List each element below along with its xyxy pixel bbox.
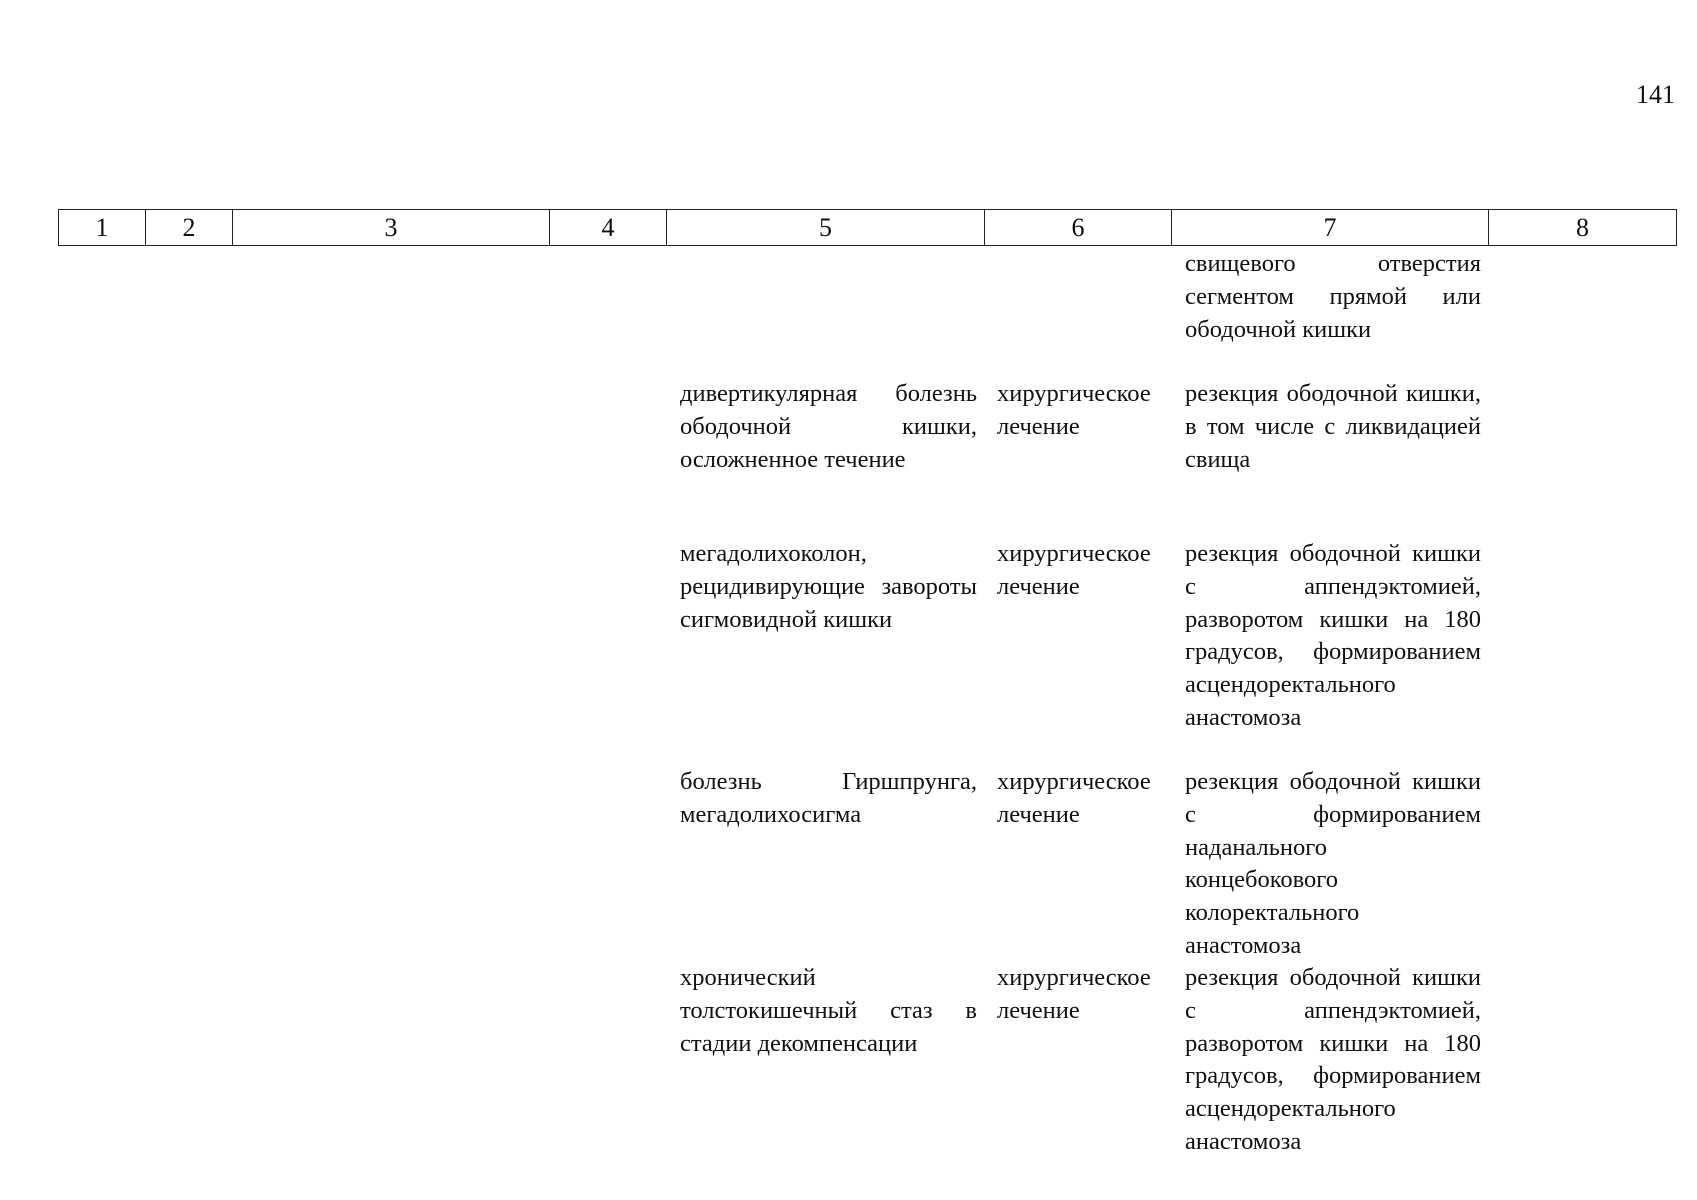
table-row-3-diagnosis: болезнь Гиршпрунга, мегадолихосигма [680,768,977,828]
table-row-3-method: резекция ободочной кишки с формированием наданального концебокового колоректального анастомоза [1185,768,1481,959]
page-number: 141 [1636,80,1675,109]
table-row-2-method: резекция ободочной кишки с аппендэктомией, разворотом кишки на 180 градусов, формированием асцендоректального анастомоза [1185,540,1481,731]
table-row-4-treatment: хирургическое лечение [997,964,1151,1024]
table-row-1-treatment: хирургическое лечение [997,380,1151,440]
table-row-3-treatment: хирургическое лечение [997,768,1151,828]
table-row-4-method: резекция ободочной кишки с аппендэктомией, разворотом кишки на 180 градусов, формированием асцендоректального анастомоза [1185,964,1481,1155]
column-number-5: 5 [667,210,985,246]
table-row-0-method: свищевого отверстия сегментом прямой или ободочной кишки [1185,250,1481,343]
table-row-1-method: резекция ободочной кишки, в том числе с ликвидацией свища [1185,380,1481,473]
table-row-4-diagnosis: хронический толстокишечный стаз в стадии декомпенсации [680,964,977,1057]
column-number-header [58,209,1677,246]
table-row-1-diagnosis: дивертикулярная болезнь ободочной кишки, осложненное течение [680,380,977,473]
column-number-1: 1 [59,210,146,246]
table-row-2-treatment: хирургическое лечение [997,540,1151,600]
column-number-4: 4 [550,210,667,246]
column-number-2: 2 [146,210,233,246]
table-row-2-diagnosis: мегадолихоколон, рецидивирующие завороты сигмовидной кишки [680,540,977,633]
column-number-7: 7 [1172,210,1489,246]
column-number-8: 8 [1489,210,1677,246]
column-number-3: 3 [233,210,550,246]
column-number-6: 6 [985,210,1172,246]
